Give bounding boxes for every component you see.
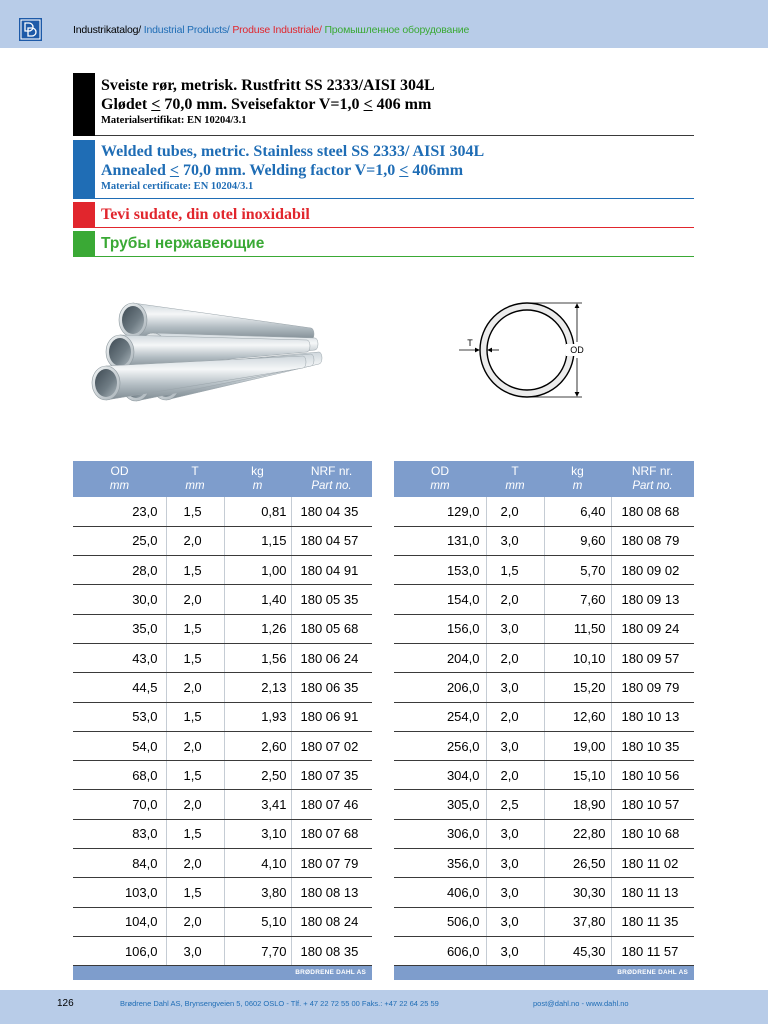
od-cell: 43,0	[73, 643, 166, 672]
breadcrumb	[73, 23, 469, 37]
kg-cell: 12,60	[544, 702, 611, 731]
nrf-header	[291, 461, 372, 497]
t-cell: 2,0	[486, 702, 544, 731]
certificate-note: Material certificate: EN 10204/3.1	[101, 181, 254, 192]
company-contact: post@dahl.no - www.dahl.no	[533, 999, 629, 1008]
nrf-cell: 180 09 24	[611, 614, 694, 643]
od-header-unit: mm	[430, 480, 450, 492]
table-row	[394, 497, 694, 526]
kg-cell: 1,15	[224, 526, 291, 555]
t-header-label: T	[191, 464, 199, 478]
od-cell: 131,0	[394, 526, 486, 555]
less-or-equal-sign: <	[169, 162, 180, 179]
od-cell: 30,0	[73, 585, 166, 614]
od-header-label: OD	[431, 464, 449, 478]
od-cell: 68,0	[73, 761, 166, 790]
od-cell: 304,0	[394, 761, 486, 790]
t-cell: 3,0	[486, 936, 544, 965]
kg-cell: 1,26	[224, 614, 291, 643]
t-cell: 2,0	[166, 585, 224, 614]
bd-logo-icon	[19, 18, 42, 41]
kg-header	[224, 461, 291, 497]
kg-cell: 7,60	[544, 585, 611, 614]
table-row	[394, 878, 694, 907]
od-cell: 406,0	[394, 878, 486, 907]
kg-cell: 1,93	[224, 702, 291, 731]
t-cell: 1,5	[166, 702, 224, 731]
nrf-cell: 180 05 35	[291, 585, 372, 614]
t-header	[166, 461, 224, 497]
od-cell: 23,0	[73, 497, 166, 526]
kg-cell: 1,40	[224, 585, 291, 614]
t-cell: 1,5	[166, 761, 224, 790]
t-cell: 3,0	[486, 819, 544, 848]
t-cell: 1,5	[486, 556, 544, 585]
table-row	[73, 673, 372, 702]
table-body	[394, 497, 694, 966]
nrf-cell: 180 05 68	[291, 614, 372, 643]
table-row	[73, 585, 372, 614]
kg-cell: 18,90	[544, 790, 611, 819]
od-header-unit: mm	[109, 480, 130, 492]
t-cell: 2,0	[166, 731, 224, 760]
table-row	[394, 819, 694, 848]
t-cell: 1,5	[166, 878, 224, 907]
t-cell: 3,0	[486, 907, 544, 936]
title-line-2: Glødet < 70,0 mm. Sveisefaktor V=1,0 < 406 mm	[101, 96, 432, 113]
od-cell: 106,0	[73, 936, 166, 965]
table-row	[73, 790, 372, 819]
kg-cell: 7,70	[224, 936, 291, 965]
t-cell: 2,0	[486, 497, 544, 526]
nrf-cell: 180 06 35	[291, 673, 372, 702]
od-cell: 54,0	[73, 731, 166, 760]
table-footer-brand: BRØDRENE DAHL AS	[295, 969, 366, 977]
nrf-cell: 180 09 79	[611, 673, 694, 702]
table-row	[394, 702, 694, 731]
table-row	[73, 849, 372, 878]
nrf-cell: 180 07 35	[291, 761, 372, 790]
t-cell: 2,0	[486, 585, 544, 614]
table-row	[73, 936, 372, 965]
nrf-header-unit: Part no.	[311, 480, 352, 492]
od-cell: 204,0	[394, 643, 486, 672]
table-row	[73, 878, 372, 907]
t-cell: 1,5	[166, 556, 224, 585]
nrf-cell: 180 04 57	[291, 526, 372, 555]
table-row	[394, 936, 694, 965]
nrf-cell: 180 07 02	[291, 731, 372, 760]
table-row	[394, 907, 694, 936]
kg-header-unit: m	[252, 480, 263, 492]
kg-header-label: kg	[251, 464, 264, 478]
table-row	[394, 614, 694, 643]
od-cell: 129,0	[394, 497, 486, 526]
table-row	[73, 643, 372, 672]
nrf-cell: 180 04 35	[291, 497, 372, 526]
nrf-cell: 180 10 35	[611, 731, 694, 760]
od-cell: 154,0	[394, 585, 486, 614]
kg-cell: 2,13	[224, 673, 291, 702]
kg-cell: 6,40	[544, 497, 611, 526]
od-cell: 25,0	[73, 526, 166, 555]
title-content	[95, 202, 694, 228]
kg-cell: 30,30	[544, 878, 611, 907]
table-footer-band	[394, 966, 694, 980]
kg-cell: 11,50	[544, 614, 611, 643]
title-section-russian	[73, 231, 694, 257]
nrf-cell: 180 08 68	[611, 497, 694, 526]
title-section-norwegian	[73, 73, 694, 136]
t-cell: 3,0	[486, 673, 544, 702]
table-row	[394, 761, 694, 790]
od-cell: 104,0	[73, 907, 166, 936]
nrf-cell: 180 07 68	[291, 819, 372, 848]
breadcrumb-item-russian: Промышленное оборудование	[324, 24, 470, 36]
nrf-cell: 180 08 13	[291, 878, 372, 907]
kg-cell: 5,10	[224, 907, 291, 936]
table-header-row	[73, 461, 372, 497]
kg-cell: 4,10	[224, 849, 291, 878]
table-row	[394, 731, 694, 760]
od-cell: 254,0	[394, 702, 486, 731]
nrf-cell: 180 08 35	[291, 936, 372, 965]
t-cell: 1,5	[166, 497, 224, 526]
t-cell: 1,5	[166, 614, 224, 643]
table-body	[73, 497, 372, 966]
kg-header-label: kg	[571, 464, 584, 478]
title-line-1: Sveiste rør, metrisk. Rustfritt SS 2333/AISI 304L	[101, 77, 435, 94]
nrf-cell: 180 06 24	[291, 643, 372, 672]
od-header	[73, 461, 166, 497]
less-or-equal-sign: <	[399, 162, 409, 179]
table-row	[73, 761, 372, 790]
diameter-label: OD	[570, 345, 584, 355]
tube-table-left	[73, 461, 372, 980]
nrf-cell: 180 07 46	[291, 790, 372, 819]
title-section-english	[73, 140, 694, 199]
title-section-romanian	[73, 202, 694, 228]
t-cell: 3,0	[486, 849, 544, 878]
od-cell: 84,0	[73, 849, 166, 878]
t-cell: 3,0	[486, 614, 544, 643]
kg-cell: 15,20	[544, 673, 611, 702]
nrf-cell: 180 11 35	[611, 907, 694, 936]
od-cell: 356,0	[394, 849, 486, 878]
page-header	[0, 0, 768, 48]
table-row	[73, 526, 372, 555]
nrf-cell: 180 10 57	[611, 790, 694, 819]
tube-table-right	[394, 461, 694, 980]
od-cell: 103,0	[73, 878, 166, 907]
less-or-equal-sign: <	[151, 96, 161, 113]
table-row	[73, 907, 372, 936]
kg-cell: 37,80	[544, 907, 611, 936]
title-line-1: Tevi sudate, din otel inoxidabil	[101, 206, 310, 223]
kg-cell: 1,56	[224, 643, 291, 672]
od-header	[394, 461, 486, 497]
t-cell: 2,0	[166, 526, 224, 555]
tube-cross-section-icon	[455, 295, 595, 405]
od-header-label: OD	[110, 464, 129, 478]
table-row	[394, 526, 694, 555]
section-color-bar	[73, 202, 95, 228]
t-cell: 2,0	[166, 849, 224, 878]
table-footer-band	[73, 966, 372, 980]
section-color-bar	[73, 140, 95, 199]
page-number: 126	[57, 998, 74, 1009]
kg-cell: 3,10	[224, 819, 291, 848]
nrf-cell: 180 11 57	[611, 936, 694, 965]
table-row	[394, 790, 694, 819]
title-content	[95, 231, 694, 257]
t-header-unit: mm	[505, 480, 525, 492]
table-row	[73, 556, 372, 585]
kg-cell: 9,60	[544, 526, 611, 555]
kg-cell: 19,00	[544, 731, 611, 760]
breadcrumb-item-industrikatalog: Industrikatalog/	[73, 24, 144, 36]
od-cell: 70,0	[73, 790, 166, 819]
t-header	[486, 461, 544, 497]
t-cell: 1,5	[166, 643, 224, 672]
certificate-note: Materialsertifikat: EN 10204/3.1	[101, 115, 247, 126]
nrf-header-label: NRF nr.	[310, 464, 353, 478]
t-cell: 3,0	[486, 526, 544, 555]
nrf-header-label: NRF nr.	[631, 464, 674, 478]
od-cell: 156,0	[394, 614, 486, 643]
t-cell: 2,5	[486, 790, 544, 819]
company-address: Brødrene Dahl AS, Brynsengveien 5, 0602 OSLO - Tlf. + 47 22 72 55 00 Faks.: +47 22 64 25 59	[120, 999, 439, 1008]
nrf-header-unit: Part no.	[632, 480, 673, 492]
kg-cell: 0,81	[224, 497, 291, 526]
section-color-bar	[73, 231, 95, 257]
kg-header-unit: m	[572, 480, 583, 492]
kg-cell: 1,00	[224, 556, 291, 585]
page-footer	[0, 990, 768, 1024]
od-cell: 53,0	[73, 702, 166, 731]
od-cell: 44,5	[73, 673, 166, 702]
thickness-label: T	[467, 338, 473, 348]
kg-cell: 5,70	[544, 556, 611, 585]
table-row	[73, 497, 372, 526]
kg-cell: 2,60	[224, 731, 291, 760]
title-line-2: Annealed < 70,0 mm. Welding factor V=1,0 < 406mm	[101, 162, 464, 179]
nrf-header	[611, 461, 694, 497]
table-row	[394, 673, 694, 702]
nrf-cell: 180 08 79	[611, 526, 694, 555]
table-row	[73, 614, 372, 643]
table-row	[73, 819, 372, 848]
table-row	[394, 556, 694, 585]
kg-cell: 3,80	[224, 878, 291, 907]
od-cell: 28,0	[73, 556, 166, 585]
t-cell: 2,0	[486, 761, 544, 790]
t-cell: 2,0	[486, 643, 544, 672]
less-or-equal-sign: <	[363, 96, 373, 113]
title-line-1: Трубы нержавеющие	[101, 235, 265, 252]
kg-header	[544, 461, 611, 497]
section-color-bar	[73, 73, 95, 136]
breadcrumb-item-produse-industriale: Produse Industriale/	[232, 24, 325, 36]
od-cell: 306,0	[394, 819, 486, 848]
table-row	[73, 731, 372, 760]
t-header-unit: mm	[185, 480, 205, 492]
nrf-cell: 180 08 24	[291, 907, 372, 936]
breadcrumb-item-industrial-products: Industrial Products/	[143, 24, 233, 36]
kg-cell: 3,41	[224, 790, 291, 819]
nrf-cell: 180 10 68	[611, 819, 694, 848]
kg-cell: 2,50	[224, 761, 291, 790]
nrf-cell: 180 09 13	[611, 585, 694, 614]
t-cell: 3,0	[486, 731, 544, 760]
t-cell: 2,0	[166, 907, 224, 936]
nrf-cell: 180 09 57	[611, 643, 694, 672]
nrf-cell: 180 07 79	[291, 849, 372, 878]
kg-cell: 26,50	[544, 849, 611, 878]
od-cell: 305,0	[394, 790, 486, 819]
table-header-row	[394, 461, 694, 497]
t-cell: 3,0	[486, 878, 544, 907]
nrf-cell: 180 04 91	[291, 556, 372, 585]
nrf-cell: 180 06 91	[291, 702, 372, 731]
tube-bundle-icon	[85, 290, 325, 415]
nrf-cell: 180 10 13	[611, 702, 694, 731]
od-cell: 153,0	[394, 556, 486, 585]
kg-cell: 10,10	[544, 643, 611, 672]
title-content	[95, 140, 694, 199]
nrf-cell: 180 11 02	[611, 849, 694, 878]
od-cell: 256,0	[394, 731, 486, 760]
t-cell: 3,0	[166, 936, 224, 965]
table-footer-brand: BRØDRENE DAHL AS	[617, 969, 688, 977]
nrf-cell: 180 09 02	[611, 556, 694, 585]
title-line-1: Welded tubes, metric. Stainless steel SS 2333/ AISI 304L	[101, 143, 485, 160]
t-cell: 2,0	[166, 673, 224, 702]
kg-cell: 22,80	[544, 819, 611, 848]
table-row	[73, 702, 372, 731]
t-cell: 1,5	[166, 819, 224, 848]
table-row	[394, 849, 694, 878]
title-content	[95, 73, 694, 136]
kg-cell: 15,10	[544, 761, 611, 790]
od-cell: 83,0	[73, 819, 166, 848]
od-cell: 506,0	[394, 907, 486, 936]
table-row	[394, 585, 694, 614]
t-header-label: T	[511, 464, 519, 478]
od-cell: 606,0	[394, 936, 486, 965]
od-cell: 35,0	[73, 614, 166, 643]
table-row	[394, 643, 694, 672]
od-cell: 206,0	[394, 673, 486, 702]
kg-cell: 45,30	[544, 936, 611, 965]
nrf-cell: 180 10 56	[611, 761, 694, 790]
nrf-cell: 180 11 13	[611, 878, 694, 907]
t-cell: 2,0	[166, 790, 224, 819]
